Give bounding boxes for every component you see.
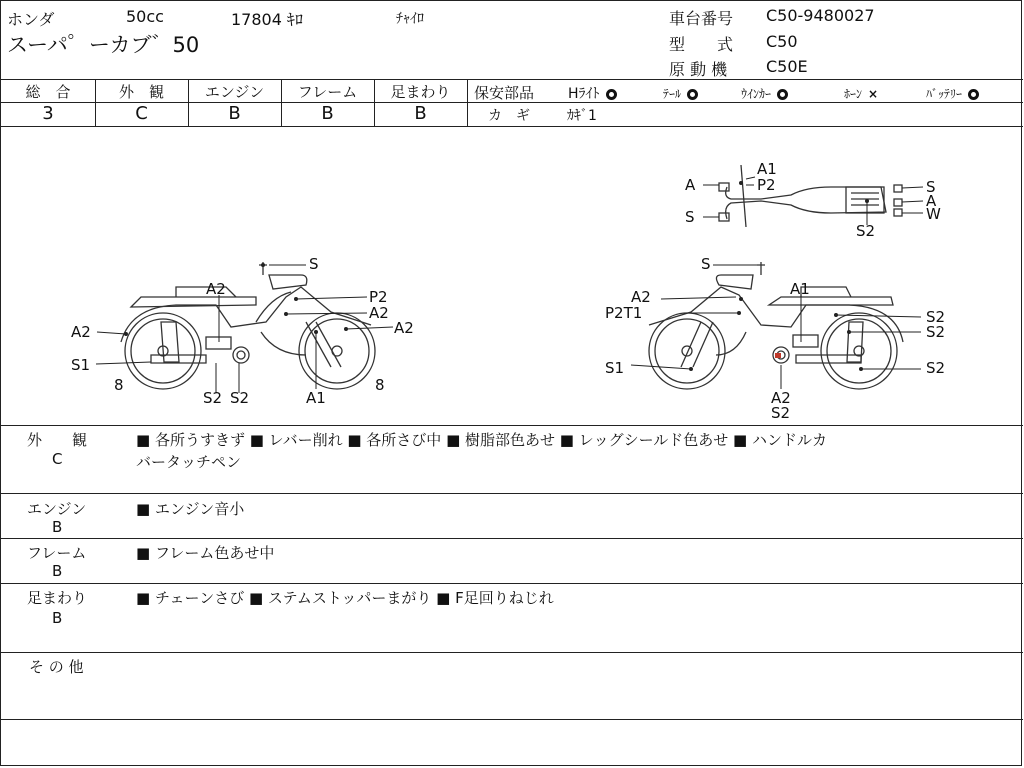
bike-top-view [719,165,902,227]
diagram-label: P2 [369,288,388,306]
diagram-label: S [701,255,711,273]
engine-model: C50E [766,57,808,76]
diagram-label: S [309,255,319,273]
maker: ホンダ [7,10,55,29]
note-row-suspension [1,584,1023,652]
diagram-label: 8 [114,376,124,394]
motorcycle-damage-diagram [1,127,1023,425]
diagram-label: A [926,192,937,210]
diagram-label: A2 [771,389,791,407]
diagram-label: P2T1 [605,304,643,322]
divider [1,79,1023,80]
note-text: ■ フレーム色あせ中 [136,544,275,562]
grade-exterior: C [135,103,148,124]
diagram-label: S2 [771,404,791,422]
ok-circle-icon [968,89,979,100]
diagram-label: A2 [394,319,414,337]
note-label: フレーム [27,544,87,562]
diagram-label: S2 [926,308,946,326]
damage-points [124,181,869,371]
diagram-label: W [926,205,941,223]
engine-model-label: 原 動 機 [669,60,728,79]
horn-label: ﾎｰﾝ [844,87,863,101]
diagram-label: A1 [790,280,810,298]
grade-overall-label: 総 合 [25,83,71,101]
key-value: ｶｷﾞ1 [567,108,597,124]
winker-label: ｳｲﾝｶｰ [741,87,772,101]
diagram-label: A2 [71,323,91,341]
mileage: 17804 ｷﾛ [231,10,303,29]
diagram-label: S2 [856,222,876,240]
type-label: 型 式 [669,35,734,54]
diagram-label: A1 [757,160,777,178]
safety-tail [663,85,698,102]
divider [1,719,1023,720]
note-text-cont: バータッチペン [136,453,242,471]
note-label: エンジン [27,500,87,518]
safety-horn [844,85,878,102]
tail-label: ﾃｰﾙ [663,87,682,101]
note-grade: B [52,562,63,580]
note-text: ■ チェーンさび ■ ステムストッパーまがり ■ F足回りねじれ [136,589,554,607]
diagram-label: S2 [926,359,946,377]
diagram-label: S [926,178,936,196]
safety-label: 保安部品 [474,84,535,102]
note-grade: B [52,518,63,536]
note-grade: B [52,609,63,627]
diagram-label: A1 [306,389,326,407]
grade-engine: B [228,103,241,124]
grade-suspension: B [414,103,427,124]
note-label: 外 観 [27,431,88,449]
frame-no: C50-9480027 [766,6,875,25]
model-name: スーパ゜ーカブ゛50 [7,33,200,57]
ok-circle-icon [606,89,617,100]
grade-overall: 3 [42,103,54,124]
diagram-label: A2 [369,304,389,322]
headlight-label: Hﾗｲﾄ [568,86,600,102]
ok-circle-icon [777,89,788,100]
diagram-label: A2 [206,280,226,298]
note-row-frame [1,539,1023,583]
diagram-label: A2 [631,288,651,306]
bike-right-side-view [649,262,903,389]
safety-winker [741,85,788,102]
note-text: ■ エンジン音小 [136,500,245,518]
diagram-label: S2 [203,389,223,407]
note-row-engine [1,494,1023,538]
displacement: 50cc [126,7,164,26]
ok-circle-icon [687,89,698,100]
damage-marker-red [775,353,781,358]
grade-suspension-label: 足まわり [390,83,451,101]
grade-frame-label: フレーム [297,83,358,101]
diagram-label: S2 [230,389,250,407]
safety-battery [926,85,979,102]
color: ﾁｬｲﾛ [396,11,424,27]
diagram-label: S2 [926,323,946,341]
note-label: そ の 他 [29,658,84,676]
grade-exterior-label: 外 観 [118,83,164,101]
battery-label: ﾊﾞｯﾃﾘｰ [926,87,963,101]
safety-headlight [568,83,617,103]
grade-frame: B [321,103,334,124]
diagram-label: P2 [757,176,776,194]
note-text: ■ 各所うすきず ■ レバー削れ ■ 各所さび中 ■ 樹脂部色あせ ■ レッグシールド色あせ ■ ハンドルカ [136,431,827,449]
note-row-other [1,653,1023,719]
ng-x-icon: × [868,87,879,101]
note-label: 足まわり [27,589,88,607]
diagram-label: A [685,176,696,194]
type-value: C50 [766,32,798,51]
diagram-label: S1 [71,356,91,374]
diagram-label: S [685,208,695,226]
diagram-label: S1 [605,359,625,377]
frame-no-label: 車台番号 [669,9,734,28]
note-grade: C [52,450,63,468]
key-label: カ ギ [488,108,530,124]
note-row-exterior [1,426,1023,493]
grade-engine-label: エンジン [204,83,265,101]
diagram-label: 8 [375,376,385,394]
bike-left-side-view [121,262,375,389]
